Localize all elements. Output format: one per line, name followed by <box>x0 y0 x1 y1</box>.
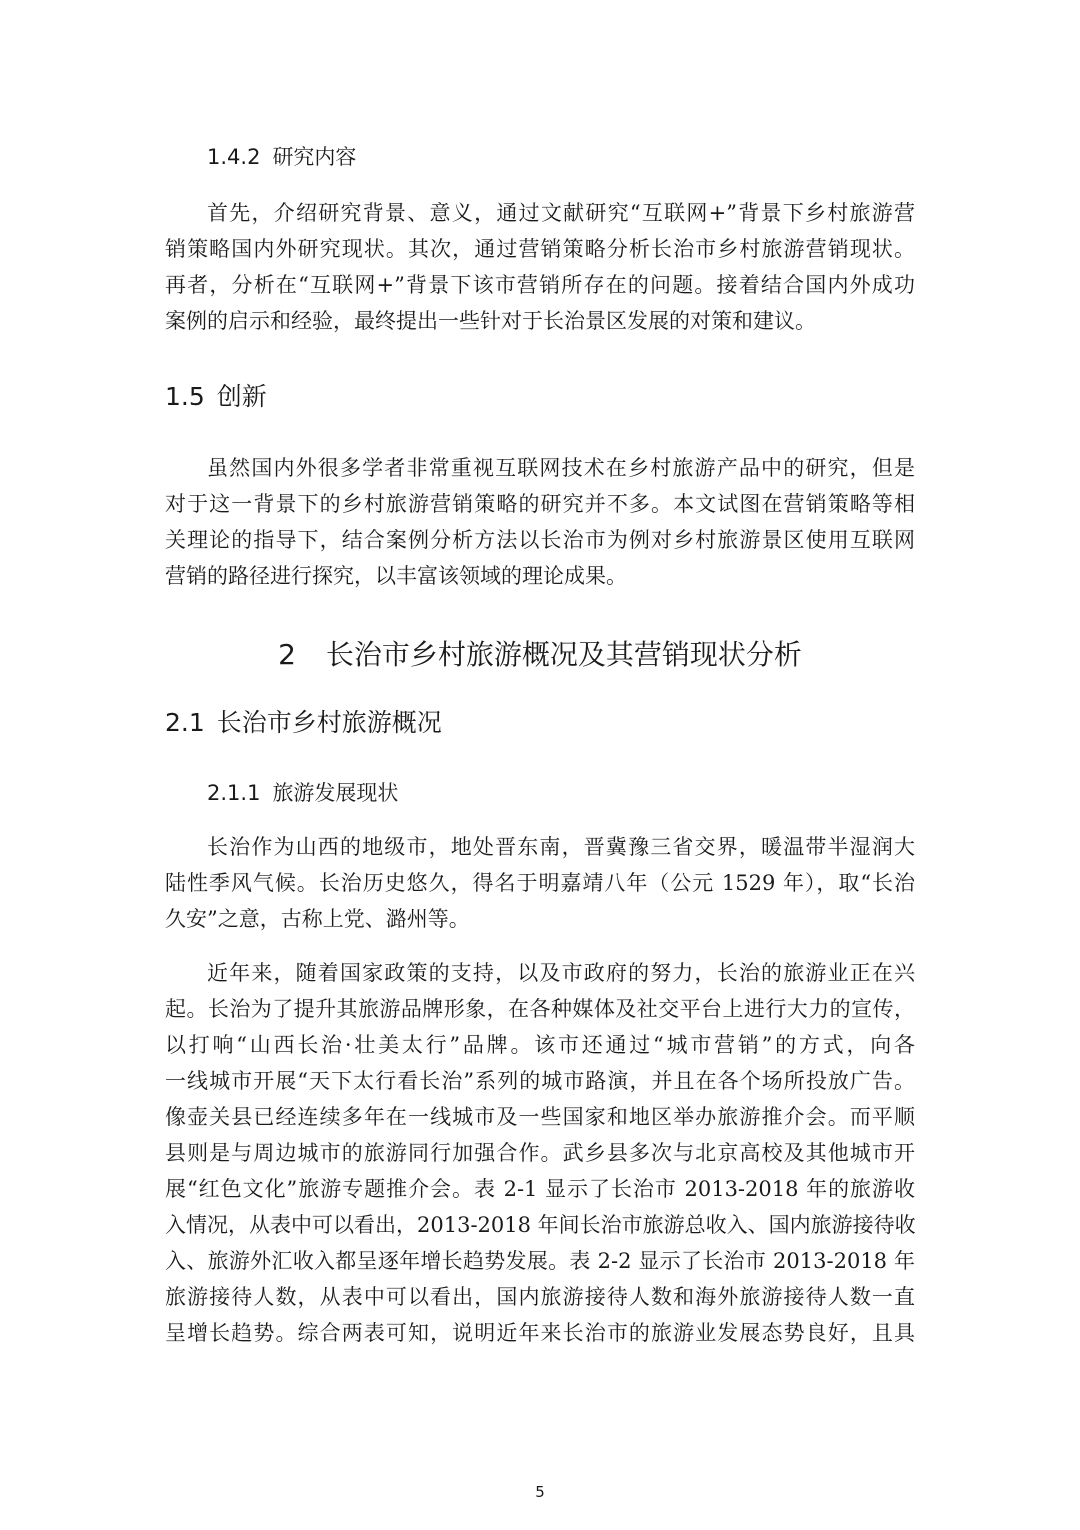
paragraph-research-content <box>165 195 915 339</box>
heading-number: 2.1.1 <box>207 781 261 805</box>
heading-title: 研究内容 <box>272 145 357 169</box>
paragraph-line: 入、旅游外汇收入都呈逐年增长趋势发展。表 2-2 显示了长治市 2013-2018 年 <box>165 1249 915 1273</box>
chapter-heading-2 <box>0 637 1080 673</box>
heading-2-1-1 <box>207 779 398 807</box>
paragraph-line: 销策略国内外研究现状。其次，通过营销策略分析长治市乡村旅游营销现状。 <box>165 237 915 261</box>
paragraph-line: 起。长治为了提升其旅游品牌形象，在各种媒体及社交平台上进行大力的宣传， <box>165 997 915 1021</box>
paragraph-innovation <box>165 450 915 594</box>
paragraph-line: 营销的路径进行探究，以丰富该领域的理论成果。 <box>165 564 627 588</box>
paragraph-line: 以打响“山西长治·壮美太行”品牌。该市还通过“城市营销”的方式，向各 <box>165 1033 915 1057</box>
heading-number: 1.4.2 <box>207 145 261 169</box>
paragraph-line: 再者，分析在“互联网+”背景下该市营销所存在的问题。接着结合国内外成功 <box>165 273 915 297</box>
heading-title: 长治市乡村旅游概况 <box>216 708 442 737</box>
paragraph-line: 近年来，随着国家政策的支持，以及市政府的努力，长治的旅游业正在兴 <box>207 961 915 985</box>
paragraph-line: 首先，介绍研究背景、意义，通过文献研究“互联网+”背景下乡村旅游营 <box>207 201 915 225</box>
chapter-title: 长治市乡村旅游概况及其营销现状分析 <box>325 638 802 671</box>
paragraph-line: 县则是与周边城市的旅游同行加强合作。武乡县多次与北京高校及其他城市开 <box>165 1141 915 1165</box>
heading-1-5 <box>165 381 267 413</box>
chapter-number: 2 <box>278 638 296 671</box>
paragraph-line: 虽然国内外很多学者非常重视互联网技术在乡村旅游产品中的研究，但是 <box>207 456 915 480</box>
paragraph-line: 呈增长趋势。综合两表可知，说明近年来长治市的旅游业发展态势良好，且具 <box>165 1321 915 1345</box>
heading-title: 创新 <box>216 382 267 411</box>
paragraph-line: 旅游接待人数，从表中可以看出，国内旅游接待人数和海外旅游接待人数一直 <box>165 1285 915 1309</box>
paragraph-line: 案例的启示和经验，最终提出一些针对于长治景区发展的对策和建议。 <box>165 309 816 333</box>
heading-number: 2.1 <box>165 708 205 737</box>
paragraph-tourism-development <box>165 955 915 1351</box>
heading-number: 1.5 <box>165 382 205 411</box>
paragraph-line: 久安”之意，古称上党、潞州等。 <box>165 907 470 931</box>
paragraph-line: 陆性季风气候。长治历史悠久，得名于明嘉靖八年（公元 1529 年），取“长治 <box>165 871 915 895</box>
paragraph-line: 长治作为山西的地级市，地处晋东南，晋冀豫三省交界，暖温带半湿润大 <box>207 835 915 859</box>
paragraph-changzhi-intro <box>165 829 915 937</box>
heading-1-4-2 <box>207 143 356 171</box>
paragraph-line: 展“红色文化”旅游专题推介会。表 2-1 显示了长治市 2013-2018 年的旅游收 <box>165 1177 915 1201</box>
paragraph-line: 入情况，从表中可以看出，2013-2018 年间长治市旅游总收入、国内旅游接待收 <box>165 1213 916 1237</box>
paragraph-line: 对于这一背景下的乡村旅游营销策略的研究并不多。本文试图在营销策略等相 <box>165 492 915 516</box>
page-number: 5 <box>535 1483 545 1501</box>
heading-title: 旅游发展现状 <box>272 781 399 805</box>
heading-2-1 <box>165 707 442 739</box>
paragraph-line: 关理论的指导下，结合案例分析方法以长治市为例对乡村旅游景区使用互联网 <box>165 528 915 552</box>
paragraph-line: 像壶关县已经连续多年在一线城市及一些国家和地区举办旅游推介会。而平顺 <box>165 1105 915 1129</box>
paragraph-line: 一线城市开展“天下太行看长治”系列的城市路演，并且在各个场所投放广告。 <box>165 1069 915 1093</box>
